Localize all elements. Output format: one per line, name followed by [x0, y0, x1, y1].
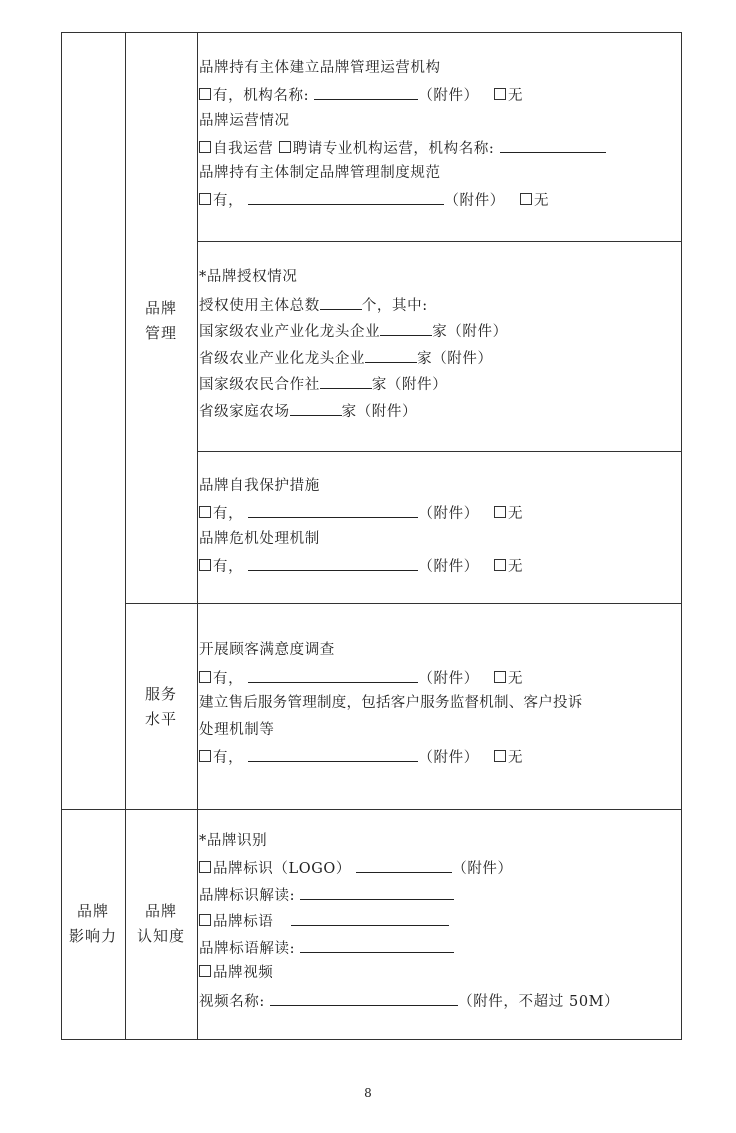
checkbox-label: 无	[508, 750, 524, 766]
protection-title: 品牌自我保护措施	[199, 478, 320, 494]
line-label: 家（附件）	[371, 377, 448, 393]
checkbox-yes[interactable]	[199, 750, 211, 762]
satisfaction-title: 开展顾客满意度调查	[199, 642, 335, 658]
category-brand-influence	[65, 899, 121, 949]
authorization-total-line	[199, 296, 428, 315]
logo-line	[199, 859, 513, 878]
slogan-field[interactable]	[291, 912, 449, 926]
checkbox-hired-agency[interactable]	[279, 141, 291, 153]
row-divider	[197, 451, 682, 452]
checkbox-label: 无	[507, 88, 524, 104]
category-label: 品牌 管理	[144, 299, 177, 342]
line-label: 品牌标识解读:	[199, 888, 296, 904]
category-label: 品牌 影响力	[68, 902, 117, 945]
checkbox-video[interactable]	[199, 965, 211, 977]
checkbox-label: 有，	[213, 671, 244, 687]
after-sales-field[interactable]	[248, 748, 418, 762]
checkbox-yes[interactable]	[199, 506, 211, 518]
checkbox-no[interactable]	[494, 750, 506, 762]
attachment-label: （附件）	[452, 861, 513, 877]
column-divider	[197, 32, 198, 1040]
logo-interpretation-line	[199, 886, 454, 905]
attachment-label: （附件）	[418, 88, 479, 104]
checkbox-label: 聘请专业机构运营，机构名称:	[292, 141, 495, 157]
regulation-title: 品牌持有主体制定品牌管理制度规范	[199, 165, 441, 181]
line-label: 家（附件）	[341, 404, 418, 420]
checkbox-yes[interactable]	[199, 559, 211, 571]
attachment-label: （附件，不超过 50M）	[458, 994, 620, 1010]
national-leading-count-field[interactable]	[380, 322, 432, 336]
identification-title: *品牌识别	[199, 833, 268, 849]
logo-interpretation-field[interactable]	[300, 886, 454, 900]
attachment-label: （附件）	[418, 506, 479, 522]
line-label: 国家级农业产业化龙头企业	[199, 324, 381, 340]
slogan-interpretation-line	[199, 939, 454, 958]
checkbox-no[interactable]	[494, 506, 506, 518]
table-border-top	[61, 32, 682, 33]
line-label: 视频名称:	[199, 994, 265, 1010]
checkbox-no[interactable]	[520, 193, 532, 205]
org-title: 品牌持有主体建立品牌管理运营机构	[199, 60, 441, 76]
video-name-line	[199, 992, 619, 1011]
checkbox-label: 品牌标识（LOGO）	[213, 861, 351, 877]
after-sales-title-cont: 处理机制等	[199, 722, 275, 738]
slogan-interpretation-field[interactable]	[300, 939, 454, 953]
checkbox-label: 无	[534, 193, 550, 209]
protection-line	[199, 504, 523, 523]
operation-title: 品牌运营情况	[199, 113, 290, 129]
family-farm-line	[199, 402, 417, 421]
category-label: 品牌 认知度	[136, 902, 185, 945]
regulation-line	[199, 191, 549, 210]
national-coop-count-field[interactable]	[320, 375, 372, 389]
row-divider	[197, 241, 682, 242]
satisfaction-line	[199, 669, 523, 688]
hired-agency-name-field[interactable]	[500, 139, 606, 153]
checkbox-label: 品牌视频	[213, 965, 274, 981]
checkbox-slogan[interactable]	[199, 914, 211, 926]
total-count-field[interactable]	[320, 296, 362, 310]
table-border-right	[681, 32, 682, 1040]
checkbox-yes[interactable]	[199, 193, 211, 205]
authorization-title: *品牌授权情况	[199, 269, 298, 285]
line-label: 省级家庭农场	[199, 404, 290, 420]
provincial-leading-line	[199, 349, 493, 368]
checkbox-label: 有，	[213, 506, 244, 522]
category-brand-awareness	[133, 899, 189, 949]
row-divider	[61, 809, 682, 810]
video-name-field[interactable]	[270, 992, 458, 1006]
after-sales-line	[199, 748, 523, 767]
attachment-label: （附件）	[418, 750, 479, 766]
protection-field[interactable]	[248, 504, 418, 518]
video-line	[199, 965, 273, 982]
line-label: 品牌标语解读:	[199, 941, 296, 957]
line-label: 省级农业产业化龙头企业	[199, 351, 366, 367]
table-border-left	[61, 32, 62, 1040]
checkbox-label: 品牌标语	[213, 914, 274, 930]
crisis-title: 品牌危机处理机制	[199, 531, 320, 547]
line-label: 个，其中:	[361, 298, 428, 314]
checkbox-label: 有，	[213, 193, 244, 209]
checkbox-no[interactable]	[494, 559, 506, 571]
checkbox-self-operated[interactable]	[199, 141, 211, 153]
checkbox-label: 自我运营	[213, 141, 274, 157]
line-label: 家（附件）	[432, 324, 508, 340]
checkbox-logo[interactable]	[199, 861, 211, 873]
attachment-label: （附件）	[418, 559, 479, 575]
checkbox-no[interactable]	[494, 88, 506, 100]
slogan-line	[199, 912, 449, 931]
national-coop-line	[199, 375, 447, 394]
attachment-label: （附件）	[418, 671, 479, 687]
checkbox-label: 有，机构名称:	[213, 88, 310, 104]
line-label: 国家级农民合作社	[199, 377, 320, 393]
row-divider	[125, 603, 682, 604]
crisis-field[interactable]	[248, 557, 418, 571]
checkbox-label: 无	[508, 671, 524, 687]
checkbox-no[interactable]	[494, 671, 506, 683]
agency-name-field[interactable]	[314, 86, 418, 100]
attachment-label: （附件）	[444, 193, 505, 209]
table-border-bottom	[61, 1039, 682, 1040]
org-agency-line	[199, 86, 523, 105]
line-label: 授权使用主体总数	[199, 298, 320, 314]
category-brand-management	[140, 296, 182, 346]
satisfaction-field[interactable]	[248, 669, 418, 683]
after-sales-title: 建立售后服务管理制度，包括客户服务监督机制、客户投诉	[199, 695, 583, 711]
provincial-leading-count-field[interactable]	[365, 349, 417, 363]
crisis-line	[199, 557, 523, 576]
logo-field[interactable]	[356, 859, 452, 873]
category-service-level	[140, 682, 182, 732]
checkbox-label: 无	[508, 506, 524, 522]
checkbox-label: 有，	[213, 750, 244, 766]
family-farm-count-field[interactable]	[290, 402, 342, 416]
page-number: 8	[364, 1086, 372, 1100]
checkbox-yes[interactable]	[199, 88, 211, 100]
national-leading-line	[199, 322, 508, 341]
checkbox-label: 无	[508, 559, 524, 575]
operation-line	[199, 139, 606, 158]
checkbox-yes[interactable]	[199, 671, 211, 683]
category-label: 服务 水平	[144, 685, 177, 728]
checkbox-label: 有，	[213, 559, 244, 575]
column-divider	[125, 32, 126, 1040]
regulation-field[interactable]	[248, 191, 444, 205]
line-label: 家（附件）	[417, 351, 493, 367]
